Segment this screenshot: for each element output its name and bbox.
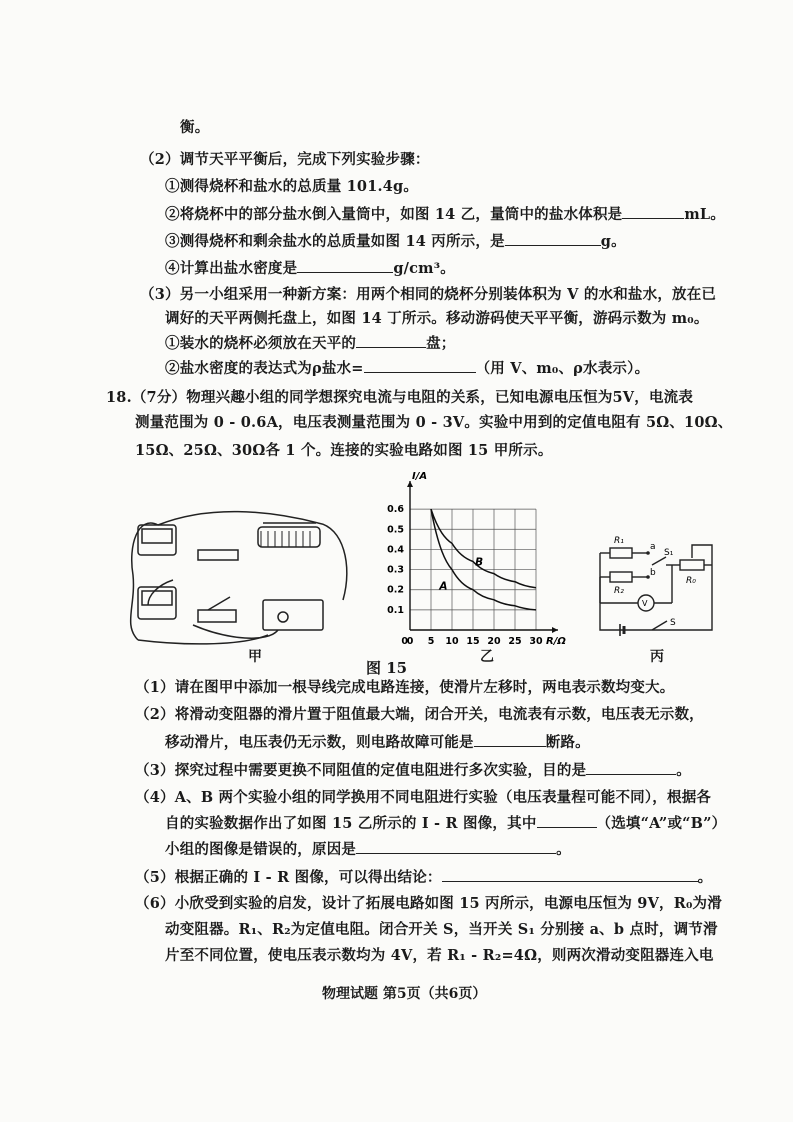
switch (198, 610, 236, 622)
question-line: （2）将滑动变阻器的滑片置于阻值最大端，闭合开关，电流表有示数，电压表无示数， (135, 706, 704, 723)
resistor-block (198, 550, 238, 560)
question-line (165, 813, 726, 834)
chart-series (431, 509, 536, 610)
text-seg: （用 V、m₀、ρ水表示）。 (475, 360, 650, 377)
label-a: a (650, 542, 656, 552)
wire (131, 523, 158, 640)
origin-label: 0 (401, 636, 408, 647)
label-r2: R₂ (614, 586, 624, 596)
text-line (165, 231, 626, 252)
text-line (165, 333, 456, 354)
legend-label-B: B (475, 556, 484, 569)
page-footer: 物理试题 第5页（共6页） (322, 986, 487, 1002)
voltmeter (138, 587, 176, 619)
figure-caption: 图 15 (366, 659, 408, 677)
slider-wire (692, 545, 698, 558)
answer-blank[interactable] (297, 258, 393, 273)
x-tick-label: 0 (406, 636, 414, 647)
x-tick-label: 20 (487, 636, 501, 647)
answer-blank[interactable] (622, 204, 684, 219)
text-seg: （选填“A”或“B”） (596, 815, 727, 832)
text-seg: （5）根据正确的 I - R 图像，可以得出结论： (135, 869, 442, 886)
figure-jia-circuit (118, 505, 358, 650)
y-tick-label: 0.2 (387, 584, 404, 596)
text-seg: g/cm³。 (393, 260, 455, 277)
answer-blank[interactable] (474, 732, 546, 747)
y-axis-label: I/A (412, 471, 428, 482)
answer-blank[interactable] (442, 867, 698, 882)
question-line: （6）小欣受到实验的启发，设计了拓展电路如图 15 丙所示，电源电压恒为 9V，R₀为滑 (135, 895, 722, 912)
question-line: 片至不同位置，使电压表示数均为 4V，若 R₁ - R₂=4Ω，则两次滑动变阻器连入电 (165, 947, 714, 964)
question-line (165, 732, 590, 753)
text-seg: mL。 (684, 206, 726, 223)
text-line: 15Ω、25Ω、30Ω各 1 个。连接的实验电路如图 15 甲所示。 (135, 442, 553, 459)
text-seg: g。 (600, 233, 626, 250)
text-line: （2）调节天平平衡后，完成下列实验步骤： (140, 151, 430, 168)
chart-grid (410, 509, 536, 630)
text-seg: 小组的图像是错误的，原因是 (165, 841, 357, 858)
resistor-r1 (610, 548, 632, 558)
switch-blade (208, 597, 230, 610)
text-seg: ②将烧杯中的部分盐水倒入量筒中，如图 14 乙，量筒中的盐水体积是 (165, 206, 623, 223)
question-line (165, 839, 571, 860)
label-b: b (650, 568, 656, 578)
text-line: ①测得烧杯和盐水的总质量 101.4g。 (165, 178, 419, 195)
text-seg: （3）探究过程中需要更换不同阻值的定值电阻进行多次实验，目的是 (135, 762, 587, 779)
text-seg: 自的实验数据作出了如图 15 乙所示的 I - R 图像，其中 (165, 815, 537, 832)
question-line (135, 760, 691, 781)
power-supply (263, 600, 323, 630)
text-line: 测量范围为 0 - 0.6A，电压表测量范围为 0 - 3V。实验中用到的定值电阻有 5Ω、10Ω、 (135, 414, 733, 431)
x-tick-label: 10 (445, 636, 459, 647)
x-axis-label: R/Ω (546, 636, 566, 647)
text-line (165, 358, 649, 379)
x-tick-label: 25 (508, 636, 522, 647)
question-line: 动变阻器。R₁、R₂为定值电阻。闭合开关 S，当开关 S₁ 分别接 a、b 点时，调节滑 (165, 921, 718, 938)
text-seg: 。 (556, 841, 571, 858)
series-line-A (431, 509, 536, 610)
text-seg: ②盐水密度的表达式为ρ盐水= (165, 360, 364, 377)
wire (148, 580, 173, 605)
label-r1: R₁ (614, 536, 624, 546)
question-line: （1）请在图甲中添加一根导线完成电路连接，使滑片左移时，两电表示数均变大。 (135, 679, 675, 696)
y-tick-label: 0.3 (387, 564, 404, 576)
text-seg: 。 (697, 869, 713, 886)
wire (318, 523, 347, 600)
wire (138, 635, 268, 644)
label-yi: 乙 (480, 649, 494, 665)
text-seg: ④计算出盐水密度是 (165, 260, 298, 277)
x-tick-label: 30 (529, 636, 543, 647)
answer-blank[interactable] (364, 358, 476, 373)
legend-label-A: A (439, 580, 448, 593)
label-v: V (642, 599, 648, 608)
rheostat-r0 (680, 560, 704, 570)
text-seg: ③测得烧杯和剩余盐水的总质量如图 14 丙所示，是 (165, 233, 505, 250)
text-line (165, 204, 725, 225)
text-line: （3）另一小组采用一种新方案：用两个相同的烧杯分别装体积为 V 的水和盐水，放在已 (140, 286, 717, 303)
answer-blank[interactable] (505, 231, 601, 246)
x-tick-label: 5 (427, 636, 435, 647)
answer-blank[interactable] (537, 813, 597, 828)
answer-blank[interactable] (356, 839, 556, 854)
text-seg: 断路。 (545, 734, 590, 751)
question-line (135, 867, 712, 888)
chart-labels (387, 471, 566, 647)
resistor-r2 (610, 572, 632, 582)
figure-bing-schematic (592, 525, 722, 645)
label-r0: R₀ (686, 576, 696, 586)
switch-s (652, 621, 667, 630)
x-axis-arrow (552, 627, 558, 633)
text-seg: 盘； (426, 335, 456, 352)
x-tick-label: 15 (466, 636, 480, 647)
y-tick-label: 0.5 (387, 524, 404, 536)
text-line: 调好的天平两侧托盘上，如图 14 丁所示。移动游码使天平平衡，游码示数为 m₀。 (165, 310, 709, 327)
y-tick-label: 0.6 (387, 504, 404, 516)
switch-s1 (652, 557, 666, 565)
text-line: 衡。 (180, 119, 210, 136)
text-seg: 。 (676, 762, 691, 779)
text-seg: 移动滑片，电压表仍无示数，则电路故障可能是 (165, 734, 474, 751)
y-tick-label: 0.1 (387, 604, 404, 616)
label-jia: 甲 (248, 649, 262, 665)
text-line: 18.（7分）物理兴趣小组的同学想探究电流与电阻的关系，已知电源电压恒为5V，电流表 (106, 389, 694, 406)
label-s: S (670, 618, 676, 628)
y-tick-label: 0.4 (387, 544, 404, 556)
label-bing: 丙 (650, 649, 664, 665)
text-seg: ①装水的烧杯必须放在天平的 (165, 335, 357, 352)
answer-blank[interactable] (586, 760, 676, 775)
figure-yi-chart (378, 470, 578, 655)
text-line (165, 258, 455, 279)
power-knob (278, 612, 288, 622)
question-line: （4）A、B 两个实验小组的同学换用不同电阻进行实验（电压表量程可能不同），根据各 (135, 789, 712, 806)
voltmeter-dial (142, 591, 172, 605)
label-s1: S₁ (664, 548, 674, 558)
ammeter-dial (142, 529, 172, 543)
series-line-B (431, 509, 536, 588)
answer-blank[interactable] (356, 333, 426, 348)
